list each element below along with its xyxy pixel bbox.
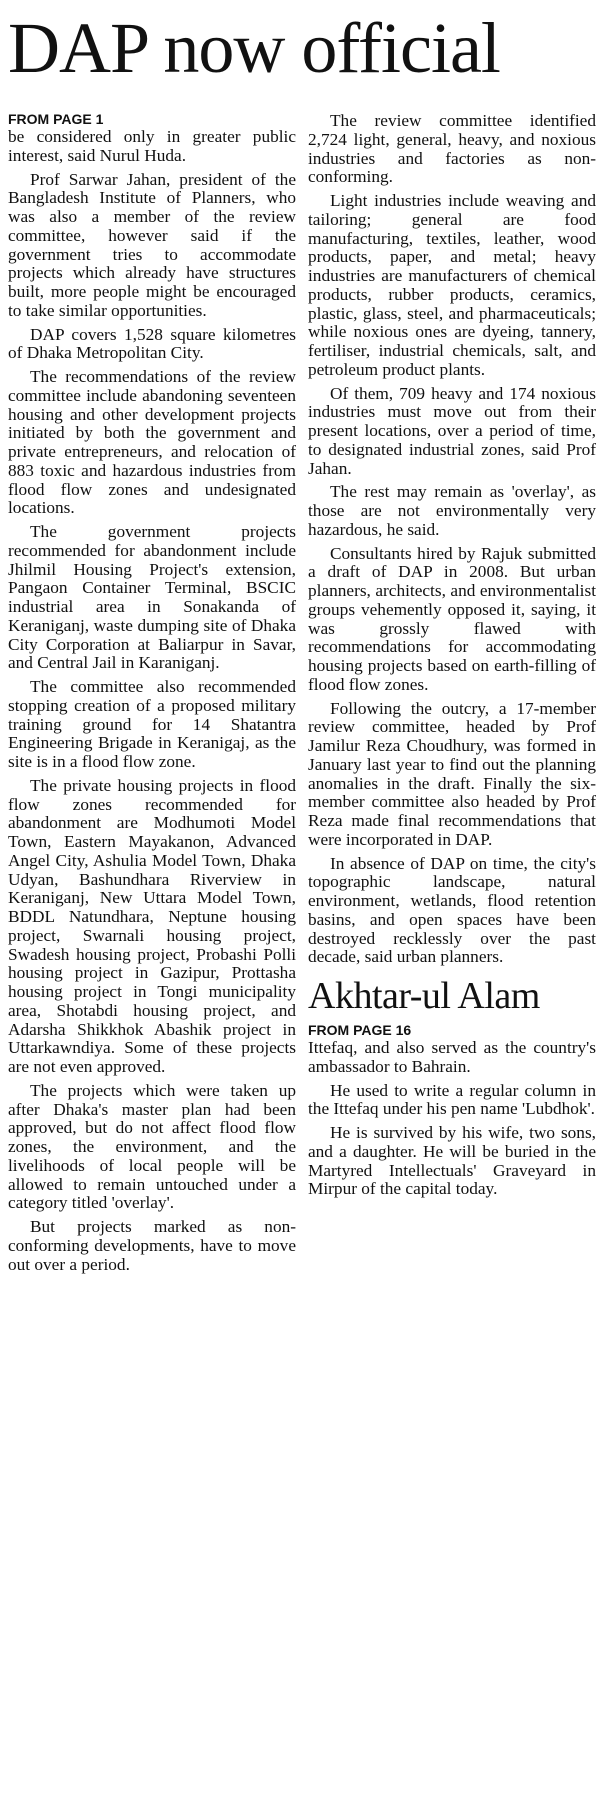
paragraph: The recommendations of the review committee include abandoning seventeen housing and other development projects initiated by both the government and private entrepreneurs, and relocation of 883 toxic and hazardous industries from flood flow zones and undesignated locations. xyxy=(8,367,296,518)
continuation-kicker: FROM PAGE 16 xyxy=(308,1022,412,1038)
paragraph: The committee also recommended stopping creation of a proposed military training ground for 14 Shatantra Engineering Brigade in Keranigaj, as the site is in a flood flow zone. xyxy=(8,677,296,771)
paragraph: The government projects recommended for abandonment include Jhilmil Housing Project's extension, Pangaon Container Terminal, BSCIC industrial area in Sonakanda of Keraniganj, waste dumping site of Dhaka City Corporation at Baliarpur in Savar, and Central Jail in Karaniganj. xyxy=(8,522,296,673)
paragraph: Ittefaq, and also served as the country's ambassador to Bahrain. xyxy=(308,1038,596,1076)
paragraph: He is survived by his wife, two sons, and a daughter. He will be buried in the Martyred Intellectuals' Graveyard in Mirpur of the capital today. xyxy=(308,1123,596,1199)
paragraph: Prof Sarwar Jahan, president of the Bangladesh Institute of Planners, who was also a member of the review committee, however said if the government tries to accommodate projects which already have structures built, more people might be encouraged to take similar opportunities. xyxy=(8,169,296,320)
paragraph: He used to write a regular column in the Ittefaq under his pen name 'Lubdhok'. xyxy=(308,1080,596,1119)
paragraph: Of them, 709 heavy and 174 noxious industries must move out from their present locations, over a period of time, to designated industrial zones, said Prof Jahan. xyxy=(308,383,596,478)
continuation-kicker: FROM PAGE 1 xyxy=(8,111,104,127)
paragraph: Light industries include weaving and tailoring; general are food manufacturing, textiles, leather, wood products, paper, and metal; heavy industries are manufacturers of chemical products, rubber products, ceramics, plastic, glass, steel, and pharmaceuticals; while noxious ones are dyeing, tannery, fertiliser, industrial chemicals, salt, and petroleum product plants. xyxy=(308,191,596,379)
paragraph: The private housing projects in flood flow zones recommended for abandonment are Modhumoti Model Town, Eastern Mayakanon, Advanced Angel City, Ashulia Model Town, Dhaka Udyan, Bashundhara Riverview in Keraniganj, New Uttara Model Town, BDDL Natundhara, Neptune housing project, Swarnali housing project, Swadesh housing project, Probashi Polli housing project in Gazipur, Prottasha housing project in Tongi municipality area, Shotabdi housing project, and Adarsha Shikkhok Abashik project in Uttarkawndiya. Some of these projects are not even approved. xyxy=(8,775,296,1076)
second-story-headline: Akhtar-ul Alam xyxy=(308,975,540,1017)
paragraph: The projects which were taken up after Dhaka's master plan had been approved, but do not affect flood flow zones, the environment, and the livelihoods of local people will be allowed to remain untouched under a category titled 'overlay'. xyxy=(8,1080,296,1213)
paragraph: In absence of DAP on time, the city's topographic landscape, natural environment, wetlands, flood retention basins, and open spaces have been destroyed recklessly over the past decade, said urban planners. xyxy=(308,853,596,967)
paragraph: Following the outcry, a 17-member review committee, headed by Prof Jamilur Reza Choudhury, was formed in January last year to find out the planning anomalies in the draft. Finally the six-member committee also headed by Prof Reza made final recommendations that were incorporated in DAP. xyxy=(308,698,596,849)
paragraph: The review committee identified 2,724 light, general, heavy, and noxious industries and factories as non-conforming. xyxy=(308,111,596,187)
left-column xyxy=(8,112,296,1274)
paragraph: be considered only in greater public interest, said Nurul Huda. xyxy=(8,127,296,165)
paragraph: Consultants hired by Rajuk submitted a draft of DAP in 2008. But urban planners, architects, and environmentalist groups vehemently opposed it, saying, it was grossly flawed with recommendations for accommodating housing projects based on earth-filling of flood flow zones. xyxy=(308,543,596,694)
paragraph: DAP covers 1,528 square kilometres of Dhaka Metropolitan City. xyxy=(8,324,296,363)
right-column xyxy=(308,112,596,1199)
paragraph: But projects marked as non-conforming developments, have to move out over a period. xyxy=(8,1217,296,1274)
paragraph: The rest may remain as 'overlay', as those are not environmentally very hazardous, he said. xyxy=(308,482,596,539)
headline: DAP now official xyxy=(8,8,500,88)
